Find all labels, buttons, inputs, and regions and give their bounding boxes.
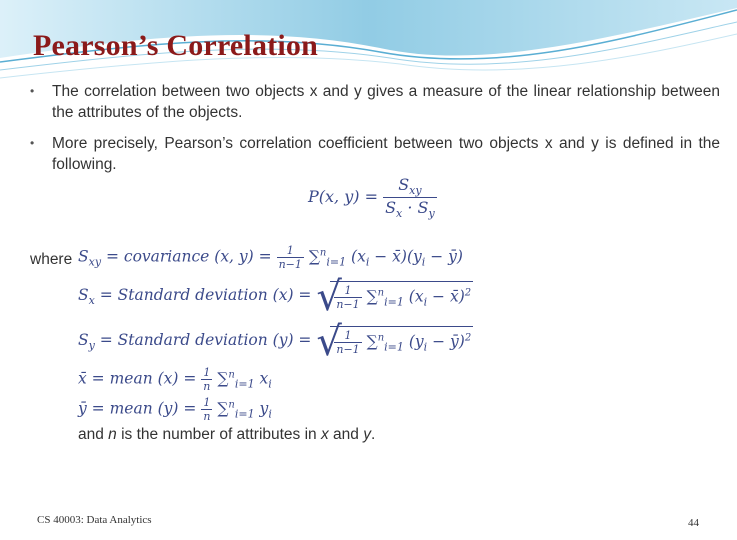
last-p4: . [370, 426, 376, 443]
sx-frac-num: 1 [334, 284, 361, 298]
definition-n-line [78, 426, 375, 444]
sy-lhs: S [78, 331, 89, 349]
bullet-2 [30, 133, 720, 175]
sqrt-icon: √ [316, 319, 342, 365]
formula-num: S [398, 175, 410, 194]
bullet-dot-icon: • [30, 136, 35, 150]
sy-frac-den: n−1 [336, 343, 360, 356]
ybar-sum-sup: n [228, 399, 235, 411]
sx-lhs: S [78, 286, 89, 304]
sy-formula [78, 319, 473, 365]
sy-sqrt [316, 319, 473, 365]
where-label: where [30, 251, 73, 268]
cov-eq: = covariance (x, y) = [101, 247, 277, 266]
ybar-term: y [259, 399, 269, 418]
formula-lhs: P(x, y) = [308, 187, 378, 206]
formula-den-sub2: y [428, 207, 435, 220]
last-n: n [108, 426, 117, 443]
xbar-sum-sub: i=1 [234, 377, 255, 391]
footer-page-number: 44 [688, 517, 699, 529]
formula-den: S [385, 198, 397, 217]
slide-title: Pearson’s Correlation [33, 29, 318, 62]
ybar-sum: ∑ [217, 399, 229, 418]
pearson-formula [308, 175, 437, 220]
sx-term-sub: i [423, 295, 428, 309]
sy-lhs-sub: y [88, 339, 95, 352]
ybar-term-sub: i [268, 407, 272, 421]
sy-sum: ∑ [366, 332, 378, 351]
sy-sum-sub: i=1 [384, 340, 404, 354]
sy-sum-sup: n [377, 332, 385, 344]
xbar-sum: ∑ [217, 369, 229, 388]
ybar-frac [201, 396, 212, 423]
last-p3: and [328, 426, 364, 443]
ybar-lhs: ȳ = mean (y) = [78, 399, 202, 418]
xbar-frac-den: n [203, 380, 211, 393]
sx-eq: = Standard deviation (x) = [94, 286, 317, 304]
bullet-2-text: More precisely, Pearson’s correlation coefficient between two objects x and y is defined in the following. [52, 135, 720, 173]
sy-term-sub: i [423, 340, 428, 354]
cov-sum-sub: i=1 [326, 255, 347, 269]
formula-fraction [383, 175, 437, 220]
xbar-term: x [259, 369, 269, 388]
sy-sq: 2 [464, 332, 472, 344]
xbar-sum-sup: n [228, 369, 235, 381]
cov-rest-sub: i [365, 255, 370, 269]
xbar-lhs: x̄ = mean (x) = [78, 369, 202, 388]
xbar-frac [201, 366, 212, 393]
bullet-1-text: The correlation between two objects x and y gives a measure of the linear relationship between the attributes of the objects. [52, 83, 720, 121]
cov-rest: (x [351, 247, 366, 266]
sy-term: (y [408, 332, 424, 351]
sx-term: (x [408, 287, 424, 306]
covariance-formula [78, 244, 463, 271]
cov-rest3: − ȳ) [425, 247, 463, 266]
sx-formula [78, 274, 473, 320]
cov-sum-sup: n [319, 247, 327, 259]
sy-term2: − ȳ) [427, 332, 465, 351]
ybar-formula [78, 396, 272, 423]
bullet-dot-icon: • [30, 84, 35, 98]
cov-lhs: S [78, 247, 89, 266]
sy-frac-num: 1 [334, 329, 361, 343]
cov-sum: ∑ [308, 247, 320, 266]
sx-sum-sub: i=1 [384, 295, 404, 309]
ybar-frac-num: 1 [201, 396, 212, 410]
sy-eq: = Standard deviation (y) = [94, 331, 317, 349]
ybar-sum-sub: i=1 [234, 407, 255, 421]
cov-frac-den: n−1 [278, 258, 302, 271]
sx-sum: ∑ [366, 287, 378, 306]
formula-den-dot: · S [402, 198, 429, 217]
sx-sqrt [316, 274, 473, 320]
bullet-1 [30, 81, 720, 123]
footer-course: CS 40003: Data Analytics [37, 514, 152, 526]
sx-frac-den: n−1 [336, 298, 360, 311]
cov-frac-num: 1 [277, 244, 304, 258]
last-p2: is the number of attributes in [116, 426, 321, 443]
last-x: x [320, 426, 329, 443]
sx-term2: − x̄) [427, 287, 465, 306]
xbar-formula [78, 366, 272, 393]
sx-lhs-sub: x [88, 294, 95, 307]
last-y: y [363, 426, 371, 443]
cov-rest2: − x̄)(y [369, 247, 422, 266]
xbar-term-sub: i [268, 377, 272, 391]
sx-sq: 2 [464, 287, 472, 299]
cov-rest-sub2: i [421, 255, 426, 269]
formula-num-sub: xy [409, 184, 422, 197]
formula-den-sub1: x [396, 207, 403, 220]
sx-sum-sup: n [377, 287, 385, 299]
cov-lhs-sub: xy [88, 255, 102, 269]
sqrt-icon: √ [316, 274, 342, 320]
ybar-frac-den: n [203, 410, 211, 423]
xbar-frac-num: 1 [201, 366, 212, 380]
last-p1: and [78, 426, 109, 443]
cov-frac [277, 244, 304, 271]
